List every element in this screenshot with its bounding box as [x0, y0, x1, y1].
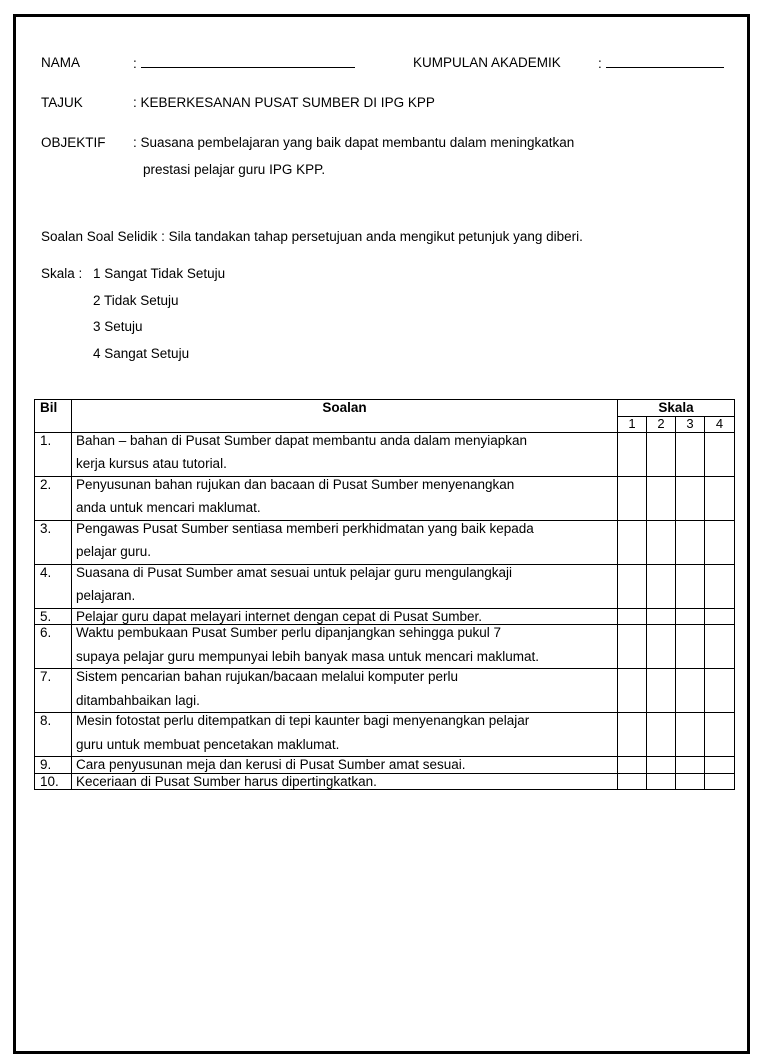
scale-cell-1[interactable]	[618, 476, 647, 520]
question-line-2: supaya pelajar guru mempunyai lebih banyak masa untuk mencari maklumat.	[76, 648, 539, 664]
scale-cell-1[interactable]	[618, 432, 647, 476]
scale-cell-2[interactable]	[647, 432, 676, 476]
row-number: 1.	[35, 432, 72, 476]
scale-label: Skala :	[41, 266, 83, 281]
scale-item-1: 1 Sangat Tidak Setuju	[93, 266, 226, 281]
row-number: 3.	[35, 520, 72, 564]
col-skala-header: Skala	[618, 400, 735, 417]
row-number: 4.	[35, 564, 72, 608]
nama-colon: :	[133, 56, 137, 71]
row-number: 5.	[35, 608, 72, 625]
question-line-1: Penyusunan bahan rujukan dan bacaan di Pusat Sumber menyenangkan	[76, 476, 515, 492]
table-row	[35, 520, 735, 564]
scale-cell-2[interactable]	[647, 713, 676, 757]
scale-cell-3[interactable]	[676, 757, 705, 774]
question-line-1: Sistem pencarian bahan rujukan/bacaan melalui komputer perlu	[76, 669, 458, 685]
scale-col-1: 1	[618, 417, 647, 433]
kumpulan-label: KUMPULAN AKADEMIK	[413, 55, 561, 70]
scale-cell-2[interactable]	[647, 608, 676, 625]
table-row	[35, 608, 735, 625]
scale-cell-2[interactable]	[647, 773, 676, 790]
col-bil-header: Bil	[35, 400, 72, 433]
question-text	[72, 713, 618, 757]
nama-blank-line[interactable]	[141, 56, 355, 68]
scale-cell-1[interactable]	[618, 564, 647, 608]
scale-cell-3[interactable]	[676, 476, 705, 520]
scale-cell-1[interactable]	[618, 669, 647, 713]
scale-cell-4[interactable]	[705, 757, 735, 774]
scale-cell-4[interactable]	[705, 625, 735, 669]
question-text	[72, 669, 618, 713]
scale-item-2: 2 Tidak Setuju	[93, 293, 179, 308]
scale-cell-4[interactable]	[705, 608, 735, 625]
nama-field[interactable]	[133, 56, 355, 71]
objektif-line2: prestasi pelajar guru IPG KPP.	[143, 162, 326, 177]
question-line-1: Cara penyusunan meja dan kerusi di Pusat Sumber amat sesuai.	[76, 757, 466, 773]
objektif-line1: : Suasana pembelajaran yang baik dapat membantu dalam meningkatkan	[133, 135, 575, 150]
scale-cell-3[interactable]	[676, 564, 705, 608]
scale-col-4: 4	[705, 417, 735, 433]
question-text	[72, 625, 618, 669]
row-number: 8.	[35, 713, 72, 757]
row-number: 7.	[35, 669, 72, 713]
scale-col-2: 2	[647, 417, 676, 433]
question-text	[72, 432, 618, 476]
scale-cell-1[interactable]	[618, 520, 647, 564]
scale-cell-3[interactable]	[676, 713, 705, 757]
table-row	[35, 564, 735, 608]
table-row	[35, 625, 735, 669]
scale-cell-2[interactable]	[647, 625, 676, 669]
kumpulan-blank-line[interactable]	[606, 56, 724, 68]
scale-cell-2[interactable]	[647, 564, 676, 608]
question-line-2: pelajar guru.	[76, 544, 152, 560]
scale-cell-4[interactable]	[705, 669, 735, 713]
scale-cell-3[interactable]	[676, 625, 705, 669]
scale-cell-3[interactable]	[676, 432, 705, 476]
scale-cell-4[interactable]	[705, 476, 735, 520]
question-line-1: Keceriaan di Pusat Sumber harus dipertingkatkan.	[76, 773, 377, 789]
scale-cell-3[interactable]	[676, 669, 705, 713]
table-row	[35, 713, 735, 757]
scale-cell-2[interactable]	[647, 669, 676, 713]
scale-cell-4[interactable]	[705, 432, 735, 476]
question-line-1: Suasana di Pusat Sumber amat sesuai untuk pelajar guru mengulangkaji	[76, 564, 513, 580]
instructions: Soalan Soal Selidik : Sila tandakan tahap persetujuan anda mengikut petunjuk yang diberi.	[41, 229, 583, 244]
objektif-label: OBJEKTIF	[41, 135, 106, 150]
question-text	[72, 476, 618, 520]
row-number: 2.	[35, 476, 72, 520]
row-number: 9.	[35, 757, 72, 774]
table-row	[35, 432, 735, 476]
question-text	[72, 773, 618, 790]
question-text	[72, 564, 618, 608]
tajuk-label: TAJUK	[41, 95, 83, 110]
question-line-2: ditambahbaikan lagi.	[76, 692, 200, 708]
scale-cell-3[interactable]	[676, 608, 705, 625]
question-line-1: Waktu pembukaan Pusat Sumber perlu dipanjangkan sehingga pukul 7	[76, 625, 502, 641]
row-number: 6.	[35, 625, 72, 669]
scale-cell-2[interactable]	[647, 757, 676, 774]
scale-item-3: 3 Setuju	[93, 319, 143, 334]
tajuk-value: : KEBERKESANAN PUSAT SUMBER DI IPG KPP	[133, 95, 435, 110]
scale-cell-1[interactable]	[618, 713, 647, 757]
scale-cell-3[interactable]	[676, 773, 705, 790]
question-text	[72, 757, 618, 774]
row-number: 10.	[35, 773, 72, 790]
question-text	[72, 520, 618, 564]
scale-cell-1[interactable]	[618, 773, 647, 790]
question-line-2: anda untuk mencari maklumat.	[76, 500, 261, 516]
question-text	[72, 608, 618, 625]
question-line-1: Bahan – bahan di Pusat Sumber dapat membantu anda dalam menyiapkan	[76, 432, 528, 448]
scale-cell-1[interactable]	[618, 625, 647, 669]
question-line-2: pelajaran.	[76, 588, 136, 604]
scale-col-3: 3	[676, 417, 705, 433]
table-row	[35, 476, 735, 520]
table-row	[35, 757, 735, 774]
scale-cell-1[interactable]	[618, 608, 647, 625]
scale-cell-4[interactable]	[705, 773, 735, 790]
kumpulan-field[interactable]	[598, 56, 724, 71]
scale-cell-1[interactable]	[618, 757, 647, 774]
question-line-1: Pelajar guru dapat melayari internet dengan cepat di Pusat Sumber.	[76, 608, 483, 624]
table-row	[35, 669, 735, 713]
question-line-2: guru untuk membuat pencetakan maklumat.	[76, 736, 340, 752]
scale-cell-4[interactable]	[705, 564, 735, 608]
nama-label: NAMA	[41, 55, 81, 70]
scale-cell-4[interactable]	[705, 520, 735, 564]
questionnaire-table	[34, 399, 735, 790]
question-line-1: Mesin fotostat perlu ditempatkan di tepi kaunter bagi menyenangkan pelajar	[76, 713, 530, 729]
table-row	[35, 773, 735, 790]
col-soalan-header: Soalan	[72, 400, 618, 433]
scale-cell-2[interactable]	[647, 520, 676, 564]
question-line-1: Pengawas Pusat Sumber sentiasa memberi perkhidmatan yang baik kepada	[76, 520, 534, 536]
scale-cell-4[interactable]	[705, 713, 735, 757]
question-line-2: kerja kursus atau tutorial.	[76, 456, 227, 472]
scale-cell-3[interactable]	[676, 520, 705, 564]
kumpulan-colon: :	[598, 56, 602, 71]
scale-cell-2[interactable]	[647, 476, 676, 520]
scale-item-4: 4 Sangat Setuju	[93, 346, 190, 361]
